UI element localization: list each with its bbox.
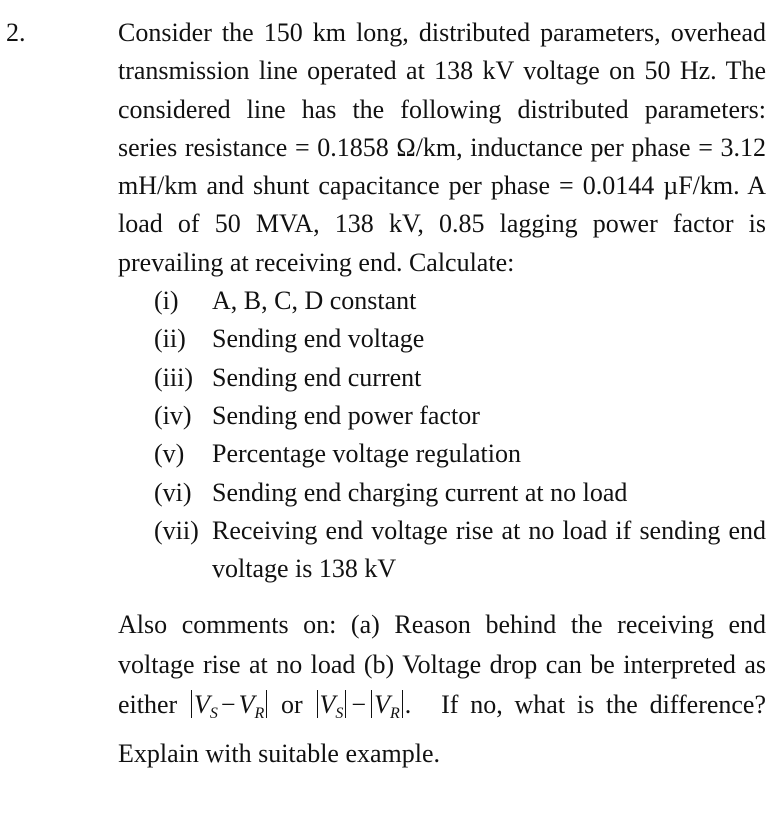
item-numeral: (vii) — [154, 515, 199, 545]
item-numeral: (iv) — [154, 400, 192, 430]
item-text: Sending end charging current at no load — [212, 477, 628, 507]
item-numeral: (i) — [154, 286, 179, 316]
comments-paragraph — [118, 605, 766, 774]
formula-difference-of-abs: $V_S - V_R$ . — [315, 690, 412, 719]
sub-question-item — [118, 435, 766, 473]
question-number: 2. — [6, 18, 26, 47]
question-body — [118, 14, 766, 774]
item-text: Sending end power factor — [212, 400, 480, 430]
comments-closing: If no, what is the difference? Explain with suitable example. — [118, 690, 767, 769]
item-numeral: (v) — [154, 439, 185, 469]
item-text: A, B, C, D constant — [212, 286, 417, 316]
sub-question-item — [118, 397, 766, 435]
item-numeral: (vi) — [154, 477, 192, 507]
sub-question-item — [118, 512, 766, 589]
sub-question-item — [118, 359, 766, 397]
question-intro: Consider the 150 km long, distributed parameters, overhead transmission line operated at 138 kV voltage on 50 Hz. The considered line has the following distributed parameters: series resistance = 0.1858 Ω/km, inductance per phase = 3.12 mH/km and shunt capacitance per phase = 0.0144 µF/km. A load of 50 MVA, 138 kV, 0.85 lagging power factor is prevailing at receiving end. Calculate: — [118, 18, 766, 277]
item-text: Percentage voltage regulation — [212, 439, 521, 469]
sub-question-item — [118, 282, 766, 320]
sub-question-item — [118, 320, 766, 358]
sub-question-item — [118, 474, 766, 512]
item-text: Sending end voltage — [212, 324, 425, 354]
item-numeral: (ii) — [154, 324, 186, 354]
comments-lead: Also comments on: (a) Reason behind the receiving end voltage rise at no load (b) Voltage drop can be interpreted as either — [118, 610, 766, 720]
item-text: Receiving end voltage rise at no load if sending end voltage is 138 kV — [212, 515, 766, 584]
item-text: Sending end current — [212, 362, 422, 392]
item-numeral: (iii) — [154, 362, 193, 392]
formula-abs-difference: $V_S - V_R$ — [189, 690, 269, 719]
or-word: or — [281, 690, 303, 720]
sub-question-list — [118, 282, 766, 588]
